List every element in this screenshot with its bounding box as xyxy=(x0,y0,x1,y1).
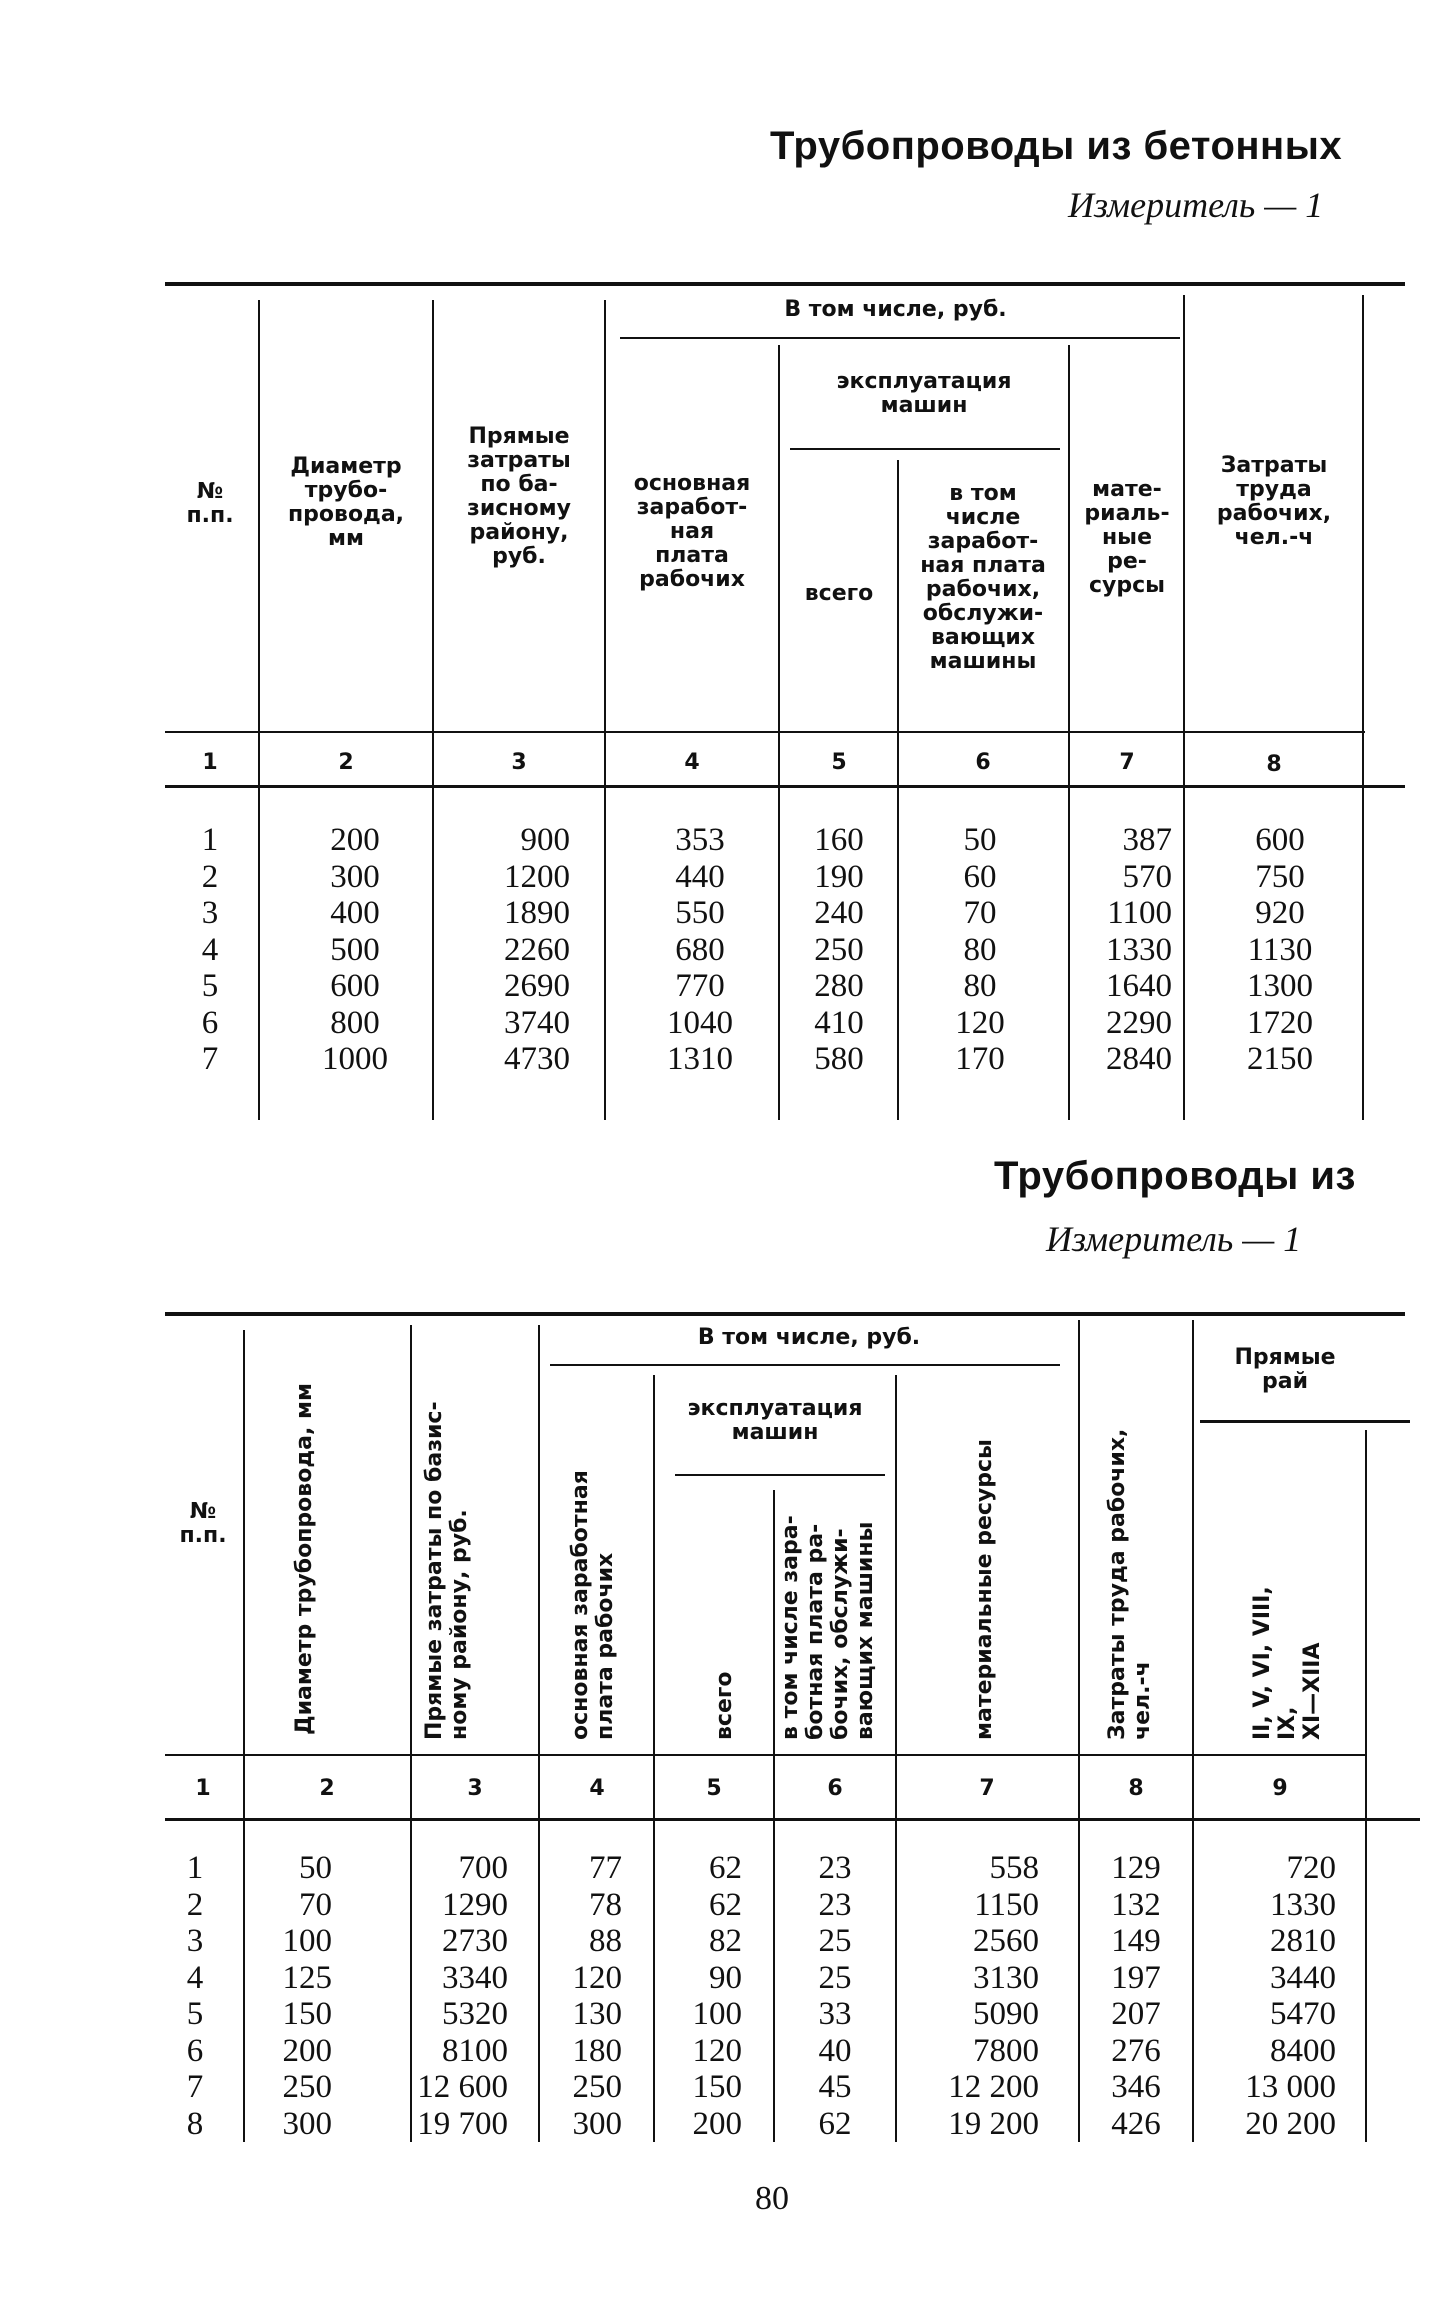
table2-colnum: 9 xyxy=(1272,1776,1288,1801)
table2-direct-regions-rule xyxy=(1200,1420,1410,1423)
table1-col-direct-costs: 900 1200 1890 2260 2690 3740 4730 xyxy=(504,822,570,1077)
table2-header-materials: материальные ресурсы xyxy=(972,1439,997,1740)
table1-header-including: В том числе, руб. xyxy=(784,297,1007,322)
table1-top-rule xyxy=(165,282,1405,286)
table1-vrule xyxy=(778,345,780,1120)
table1-vrule xyxy=(1183,295,1185,1120)
table1-colnum: 8 xyxy=(1266,752,1282,777)
table2-colnum: 8 xyxy=(1128,1776,1144,1801)
table2-vrule xyxy=(895,1375,897,2142)
table2-col-labor: 129 132 149 197 207 276 346 426 xyxy=(1111,1850,1161,2142)
table2-header-base-wage: основная заработная плата рабочих xyxy=(568,1470,618,1740)
table2-colnum: 4 xyxy=(589,1776,605,1801)
table2-col-diameter: 50 70 100 125 150 200 250 300 xyxy=(282,1850,332,2142)
table2-col-machines-total: 62 62 82 90 100 120 150 200 xyxy=(692,1850,742,2142)
table2-subtitle: Измеритель — 1 xyxy=(1046,1219,1302,1259)
table2-header-machines-wage: в том числе зара- ботная плата ра- бочих, обслужи- вающих машины xyxy=(778,1515,878,1740)
table2-header-rule xyxy=(165,1754,1365,1756)
table1-header-diameter: Диаметр трубо- провода, мм xyxy=(287,454,405,551)
table2-colnum: 1 xyxy=(195,1776,211,1801)
page-number: 80 xyxy=(755,2180,789,2217)
table2-header-including: В том числе, руб. xyxy=(697,1325,921,1350)
table2-vrule xyxy=(773,1490,775,2142)
table2-vrule xyxy=(538,1325,540,2142)
table2-vrule xyxy=(1365,1430,1367,2142)
table1-vrule xyxy=(1068,345,1070,1120)
table2-col-materials: 558 1150 2560 3130 5090 7800 12 200 19 200 xyxy=(948,1850,1039,2142)
table1-title: Трубопроводы из бетонных xyxy=(770,124,1343,168)
table2-header-machines-total: всего xyxy=(712,1671,737,1740)
table1-colnum: 2 xyxy=(338,750,354,775)
table2-vrule xyxy=(653,1375,655,2142)
table1-header-number: № п.п. xyxy=(186,479,234,528)
table1-vrule xyxy=(432,300,434,1120)
table1-header-direct-costs: Прямые затраты по ба- зисному району, руб. xyxy=(467,424,571,569)
table2-colnum: 7 xyxy=(979,1776,995,1801)
table1-vrule xyxy=(258,300,260,1120)
table2-col-regions: 720 1330 2810 3440 5470 8400 13 000 20 200 xyxy=(1245,1850,1336,2142)
table1-header-machines: эксплуатация машин xyxy=(836,369,1012,418)
table1-col-materials: 387 570 1100 1330 1640 2290 2840 xyxy=(1106,822,1172,1077)
table2-colnum: 6 xyxy=(827,1776,843,1801)
table1-header-materials: мате- риаль- ные ре- сурсы xyxy=(1084,477,1170,598)
table2-header-regions: II, V, VI, VIII, IX, XI—XIIA xyxy=(1250,1586,1325,1740)
table2-title: Трубопроводы из xyxy=(994,1154,1356,1198)
table1-colnum: 4 xyxy=(684,750,700,775)
table1-incl-rule xyxy=(620,337,1180,339)
table2-vrule xyxy=(1192,1320,1194,2142)
table2-header-direct-regions: Прямые рай xyxy=(1234,1345,1336,1394)
table1-colnum-rule xyxy=(165,785,1405,788)
table1-col-labor: 600 750 920 1130 1300 1720 2150 xyxy=(1247,822,1313,1077)
table1-machines-rule xyxy=(790,448,1060,450)
table1-vrule xyxy=(604,300,606,1120)
table1-colnum: 3 xyxy=(511,750,527,775)
table2-header-diameter: Диаметр трубопровода, мм xyxy=(292,1383,317,1735)
table1-header-machines-total: всего xyxy=(804,581,874,606)
table1-colnum: 6 xyxy=(975,750,991,775)
table1-colnum: 5 xyxy=(831,750,847,775)
table2-header-number: № п.п. xyxy=(179,1499,227,1548)
table1-header-machines-wage: в том числе заработ- ная плата рабочих, обслужи- вающих машины xyxy=(920,481,1046,674)
table1-col-diameter: 200 300 400 500 600 800 1000 xyxy=(322,822,388,1077)
table2-machines-rule xyxy=(675,1474,885,1476)
table2-col-number: 1 2 3 4 5 6 7 8 xyxy=(186,1850,204,2142)
table2-colnum: 5 xyxy=(706,1776,722,1801)
table2-col-direct-costs: 700 1290 2730 3340 5320 8100 12 600 19 700 xyxy=(417,1850,508,2142)
table1-header-base-wage: основная заработ- ная плата рабочих xyxy=(633,471,751,592)
table2-top-rule xyxy=(165,1312,1405,1316)
table1-col-machines-total: 160 190 240 250 280 410 580 xyxy=(814,822,864,1077)
table1-colnum: 7 xyxy=(1119,750,1135,775)
table1-col-number: 1 2 3 4 5 6 7 xyxy=(201,822,219,1077)
table1-colnum: 1 xyxy=(202,750,218,775)
table2-colnum: 2 xyxy=(319,1776,335,1801)
table2-colnum-rule xyxy=(165,1818,1420,1821)
table2-incl-rule xyxy=(550,1364,1060,1366)
table1-vrule xyxy=(897,460,899,1120)
table1-subtitle: Измеритель — 1 xyxy=(1068,185,1324,225)
table2-vrule xyxy=(243,1330,245,2142)
table2-col-machines-wage: 23 23 25 25 33 40 45 62 xyxy=(818,1850,852,2142)
table1-col-machines-wage: 50 60 70 80 80 120 170 xyxy=(955,822,1005,1077)
table2-colnum: 3 xyxy=(467,1776,483,1801)
table2-vrule xyxy=(1078,1320,1080,2142)
table1-header-rule xyxy=(165,731,1365,733)
table1-header-labor: Затраты труда рабочих, чел.-ч xyxy=(1216,453,1332,550)
table2-header-labor: Затраты труда рабочих, чел.-ч xyxy=(1105,1428,1155,1740)
table1-col-base-wage: 353 440 550 680 770 1040 1310 xyxy=(667,822,733,1077)
table2-header-machines: эксплуатация машин xyxy=(687,1396,863,1445)
table2-col-base-wage: 77 78 88 120 130 180 250 300 xyxy=(572,1850,622,2142)
table1-vrule xyxy=(1362,295,1364,1120)
table2-header-direct-costs: Прямые затраты по базис- ному району, руб. xyxy=(422,1401,472,1740)
